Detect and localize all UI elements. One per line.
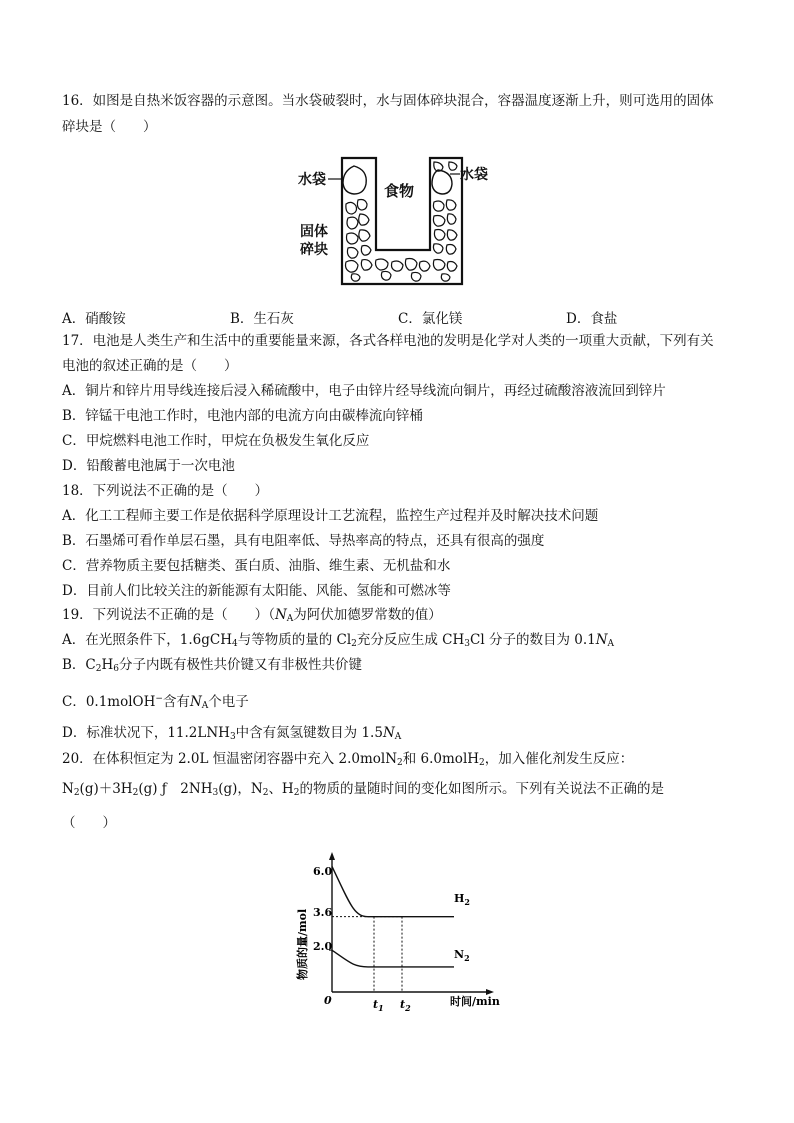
q16-option-c[interactable]: C．氯化镁 (398, 311, 463, 327)
q18-stem: 18．下列说法不正确的是（ ） (62, 483, 269, 499)
q17-option-a[interactable]: A．铜片和锌片用导线连接后浸入稀硫酸中，电子由锌片经导线流向铜片，再经过硫酸溶液流回到锌片 (62, 383, 666, 399)
q19-stem: 19．下列说法不正确的是（ ）（$N_A$为阿伏加德罗常数的值） (62, 607, 442, 624)
y-axis-label: 物质的量/mol (296, 908, 309, 980)
q18-option-d[interactable]: D．目前人们比较关注的新能源有太阳能、风能、氢能和可燃冰等 (62, 583, 451, 599)
water-bag-right (432, 170, 452, 194)
chart-series (332, 866, 454, 966)
y-tick-6: 6.0 (313, 865, 333, 878)
x-tick-t1: $t_1$ (373, 998, 384, 1013)
amount-vs-time-chart (288, 850, 518, 1020)
q17-option-c[interactable]: C．甲烷燃料电池工作时，甲烷在负极发生氧化反应 (62, 433, 370, 449)
q17-option-b[interactable]: B．锌锰干电池工作时，电池内部的电流方向由碳棒流向锌桶 (62, 408, 423, 424)
series-line-n2 (332, 950, 454, 967)
q18-option-c[interactable]: C．营养物质主要包括糖类、蛋白质、油脂、维生素、无机盐和水 (62, 558, 451, 574)
y-axis-arrow (329, 852, 335, 860)
label-solid-1: 固体 (300, 224, 328, 240)
label-solid-2: 碎块 (300, 242, 328, 258)
q16-option-d[interactable]: D．食盐 (566, 311, 618, 327)
q16-option-a[interactable]: A．硝酸铵 (62, 311, 126, 327)
q19-option-b[interactable]: B．$C_2H_6$分子内既有极性共价键又有非极性共价键 (62, 657, 362, 674)
q20-stem-line2: $N_2(g)+3H_2(g)$ ƒ $2NH_3(g)$，$N_2$、$H_2$的物质的量随时间的变化如图所示。下列有关说法不正确的是 (62, 781, 664, 798)
label-water-bag-left: 水袋 (298, 172, 326, 188)
chart-axes (329, 852, 494, 995)
q17-option-d[interactable]: D．铅酸蓄电池属于一次电池 (62, 458, 235, 474)
q16-stem-line2: 碎块是（ ） (62, 119, 157, 135)
x-axis-label: 时间/min (450, 995, 500, 1008)
q20-stem-line1: 20．在体积恒定为 2.0L 恒温密闭容器中充入 2.0molN$_2$和 6.0molH$_2$，加入催化剂发生反应： (62, 751, 634, 768)
chart-labels (295, 865, 500, 1013)
q18-option-b[interactable]: B．石墨烯可看作单层石墨，具有电阻率低、导热率高的特点，还具有很高的强度 (62, 533, 545, 549)
series-label-n2: $N_2$ (454, 948, 470, 963)
q19-option-c[interactable]: C．0.1molOH−含有$N_A$个电子 (62, 694, 249, 711)
label-food: 食物 (384, 182, 415, 200)
series-line-h2 (332, 866, 454, 916)
label-water-bag-right: 水袋 (460, 167, 488, 183)
x-origin-label: 0 (324, 994, 332, 1007)
q19-option-d[interactable]: D．标准状况下，$11.2LNH_3$中含有氮氢键数目为 $1.5N_A$ (62, 725, 402, 742)
container-outline (342, 158, 462, 284)
q18-option-a[interactable]: A．化工工程师主要工作是依据科学原理设计工艺流程，监控生产过程并及时解决技术问题 (62, 508, 599, 524)
chart-guides (329, 917, 402, 992)
q17-stem-line2: 电池的叙述正确的是（ ） (62, 358, 238, 374)
y-tick-2: 2.0 (313, 940, 333, 953)
q17-stem-line1: 17．电池是人类生产和生活中的重要能量来源，各式各样电池的发明是化学对人类的一项重大贡献，下列有关 (62, 333, 714, 349)
q16-stem-line1: 16．如图是自热米饭容器的示意图。当水袋破裂时，水与固体碎块混合，容器温度逐渐上升，则可选用的固体 (62, 93, 714, 109)
series-label-h2: $H_2$ (454, 892, 470, 907)
q20-stem-line3: （ ） (62, 815, 116, 831)
q19-option-a[interactable]: A．在光照条件下，1.6gCH$_4$与等物质的量的 $Cl_2$充分反应生成 $CH_3Cl$ 分子的数目为 $0.1N_A$ (62, 632, 615, 649)
x-tick-t2: $t_2$ (400, 998, 411, 1013)
solid-chunks (346, 162, 458, 281)
y-tick-3-6: 3.6 (313, 906, 333, 919)
q16-option-b[interactable]: B．生石灰 (230, 311, 294, 327)
rice-container-figure (292, 152, 502, 292)
water-bag-left (343, 166, 366, 194)
q16-options (62, 307, 742, 325)
